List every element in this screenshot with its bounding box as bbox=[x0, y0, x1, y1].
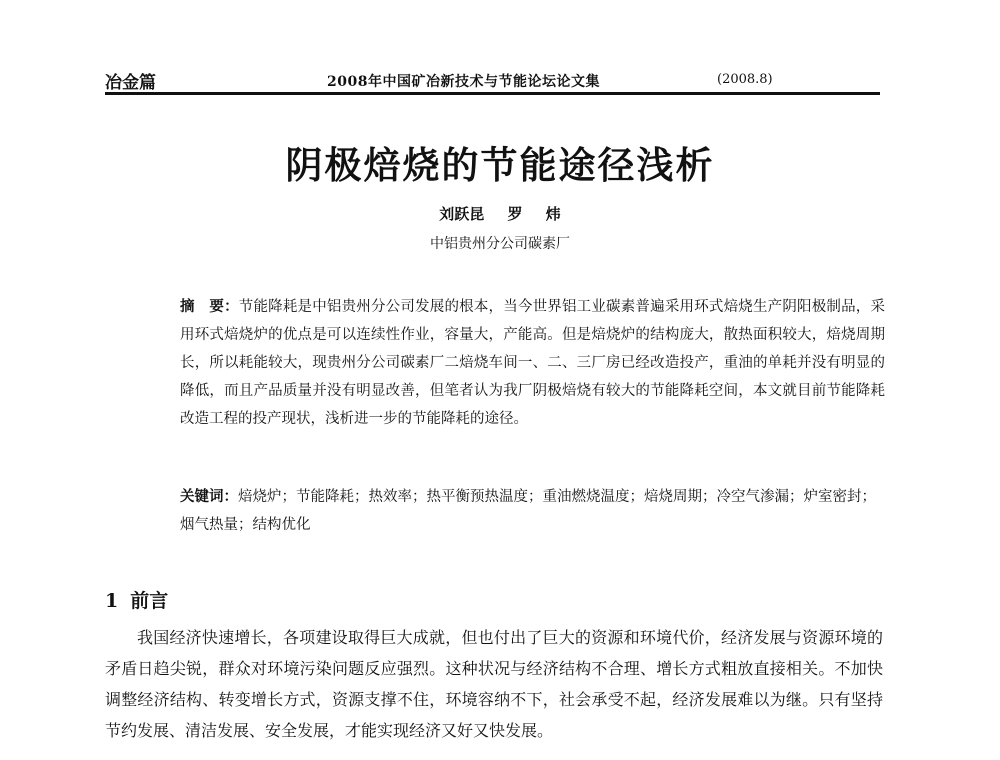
section-number: 1 bbox=[105, 590, 119, 612]
section-tag: 冶金篇 bbox=[105, 73, 156, 93]
keywords-label: 关键词： bbox=[180, 488, 238, 505]
affiliation: 中铝贵州分公司碳素厂 bbox=[430, 236, 570, 252]
abstract-label: 摘 要： bbox=[180, 298, 239, 315]
keywords-text: 焙烧炉；节能降耗；热效率；热平衡预热温度；重油燃烧温度；焙烧周期；冷空气渗漏；炉室密封；烟气热量；结构优化 bbox=[180, 489, 876, 533]
abstract bbox=[180, 293, 885, 433]
header-rule bbox=[105, 94, 880, 95]
issue-date: (2008.8) bbox=[717, 72, 773, 87]
keywords bbox=[180, 483, 885, 539]
journal-title: 2008年中国矿冶新技术与节能论坛论文集 bbox=[327, 74, 600, 90]
body-paragraph: 我国经济快速增长，各项建设取得巨大成就，但也付出了巨大的资源和环境代价，经济发展与资源环境的矛盾日趋尖锐，群众对环境污染问题反应强烈。这种状况与经济结构不合理、增长方式粗放直接相关。不加快调整经济结构、转变增长方式，资源支撑不住，环境容纳不下，社会承受不起，经济发展难以为继。只有坚持节约发展、清洁发展、安全发展，才能实现经济又好又快发展。 bbox=[105, 628, 883, 740]
section-title: 前言 bbox=[130, 590, 169, 612]
section-heading bbox=[105, 586, 168, 613]
authors: 刘跃昆 罗 炜 bbox=[439, 205, 561, 223]
article-title: 阴极焙烧的节能途径浅析 bbox=[285, 143, 715, 187]
abstract-text: 节能降耗是中铝贵州分公司发展的根本，当今世界铝工业碳素普遍采用环式焙烧生产阴阳极制品，采用环式焙烧炉的优点是可以连续性作业，容量大，产能高。但是焙烧炉的结构庞大，散热面积较大，焙烧周期长，所以耗能较大，现贵州分公司碳素厂二焙烧车间一、二、三厂房已经改造投产，重油的单耗并没有明显的降低，而且产品质量并没有明显改善，但笔者认为我厂阴极焙烧有较大的节能降耗空间，本文就目前节能降耗改造工程的投产现状，浅析进一步的节能降耗的途径。 bbox=[180, 299, 885, 427]
running-header bbox=[105, 66, 880, 94]
